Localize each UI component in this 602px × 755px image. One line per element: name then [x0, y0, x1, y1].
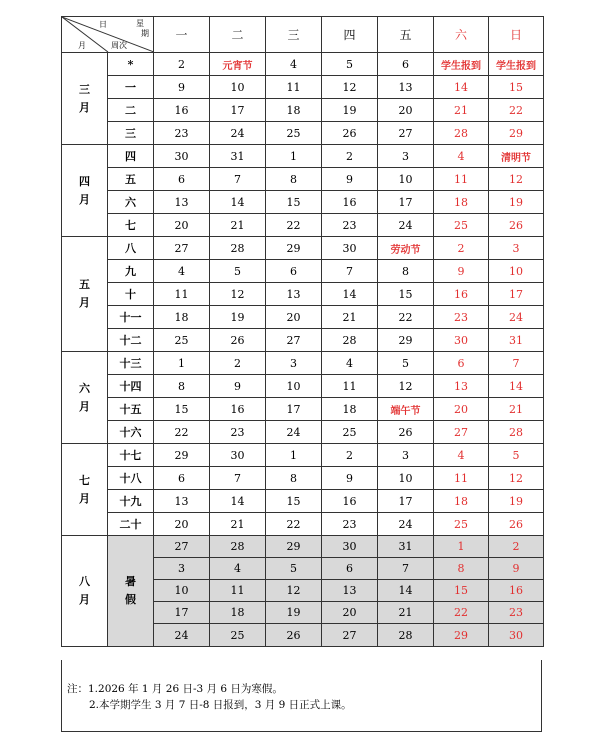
- date-cell: 15: [489, 76, 544, 99]
- date-cell: 16: [154, 99, 210, 122]
- week-number: 十三: [108, 352, 154, 375]
- date-cell: 27: [266, 329, 322, 352]
- date-cell: 1: [154, 352, 210, 375]
- date-cell: 4: [266, 53, 322, 76]
- day-header: 二: [210, 17, 266, 53]
- date-cell: 4: [434, 444, 489, 467]
- date-cell: 2: [154, 53, 210, 76]
- date-cell: 5: [210, 260, 266, 283]
- week-row: [62, 76, 544, 99]
- week-row: [62, 398, 544, 421]
- date-cell: 6: [322, 558, 378, 580]
- date-cell: 23: [154, 122, 210, 145]
- date-cell: 13: [154, 191, 210, 214]
- week-number: 四: [108, 145, 154, 168]
- week-number: 十四: [108, 375, 154, 398]
- week-number: 一: [108, 76, 154, 99]
- date-cell: 10: [266, 375, 322, 398]
- header-row: [62, 17, 544, 53]
- week-number: 七: [108, 214, 154, 237]
- date-cell: 21: [210, 214, 266, 237]
- date-cell: 11: [434, 467, 489, 490]
- date-cell: 27: [154, 536, 210, 558]
- date-cell: 18: [434, 191, 489, 214]
- date-cell: 6: [378, 53, 434, 76]
- date-cell: 2: [322, 145, 378, 168]
- week-number: 十一: [108, 306, 154, 329]
- date-cell: 5: [489, 444, 544, 467]
- date-cell: 24: [489, 306, 544, 329]
- date-cell: 14: [378, 580, 434, 602]
- date-cell: 4: [210, 558, 266, 580]
- date-cell: 9: [210, 375, 266, 398]
- date-cell: 12: [489, 467, 544, 490]
- week-number: 八: [108, 237, 154, 260]
- week-row: [62, 306, 544, 329]
- corner-day-label: 日: [99, 20, 107, 29]
- date-cell: 14: [489, 375, 544, 398]
- date-cell: 25: [434, 214, 489, 237]
- date-cell: 25: [434, 513, 489, 536]
- date-cell: 21: [378, 602, 434, 624]
- date-cell: 10: [210, 76, 266, 99]
- date-cell: 19: [489, 191, 544, 214]
- note-line-1: 注：1.2026 年 1 月 26 日-3 月 6 日为寒假。: [67, 683, 283, 695]
- date-cell: 21: [434, 99, 489, 122]
- date-cell: 31: [210, 145, 266, 168]
- date-cell: 31: [378, 536, 434, 558]
- vacation-label: 暑 假: [108, 536, 154, 647]
- date-cell: 7: [378, 558, 434, 580]
- date-cell: 22: [489, 99, 544, 122]
- date-cell: 18: [322, 398, 378, 421]
- week-number: 五: [108, 168, 154, 191]
- holiday-cell: 端午节: [378, 398, 434, 421]
- date-cell: 30: [154, 145, 210, 168]
- date-cell: 23: [210, 421, 266, 444]
- week-row: [62, 260, 544, 283]
- date-cell: 9: [434, 260, 489, 283]
- month-label: 五 月: [62, 237, 108, 352]
- week-number: 十二: [108, 329, 154, 352]
- date-cell: 21: [322, 306, 378, 329]
- day-header: 四: [322, 17, 378, 53]
- date-cell: 10: [489, 260, 544, 283]
- date-cell: 28: [210, 237, 266, 260]
- week-row: [62, 122, 544, 145]
- date-cell: 13: [322, 580, 378, 602]
- date-cell: 26: [489, 513, 544, 536]
- week-row: [62, 145, 544, 168]
- date-cell: 28: [489, 421, 544, 444]
- date-cell: 9: [489, 558, 544, 580]
- date-cell: 24: [378, 214, 434, 237]
- date-cell: 30: [210, 444, 266, 467]
- date-cell: 8: [266, 467, 322, 490]
- date-cell: 16: [434, 283, 489, 306]
- date-cell: 14: [322, 283, 378, 306]
- date-cell: 25: [266, 122, 322, 145]
- date-cell: 18: [210, 602, 266, 624]
- date-cell: 29: [378, 329, 434, 352]
- day-header: 一: [154, 17, 210, 53]
- week-row: [62, 283, 544, 306]
- week-row: [62, 375, 544, 398]
- date-cell: 11: [322, 375, 378, 398]
- corner-week-label-2: 期: [141, 29, 149, 38]
- date-cell: 19: [489, 490, 544, 513]
- notes-box: [61, 660, 542, 732]
- week-number: 九: [108, 260, 154, 283]
- date-cell: 7: [322, 260, 378, 283]
- corner-week-label-1: 星: [136, 19, 144, 28]
- week-number: 十八: [108, 467, 154, 490]
- week-row: [62, 513, 544, 536]
- date-cell: 26: [322, 122, 378, 145]
- date-cell: 27: [378, 122, 434, 145]
- week-number: 六: [108, 191, 154, 214]
- date-cell: 26: [489, 214, 544, 237]
- date-cell: 9: [322, 467, 378, 490]
- date-cell: 6: [434, 352, 489, 375]
- week-row: [62, 421, 544, 444]
- month-label: 三 月: [62, 53, 108, 145]
- date-cell: 3: [154, 558, 210, 580]
- date-cell: 28: [322, 329, 378, 352]
- date-cell: 22: [266, 513, 322, 536]
- holiday-cell: 劳动节: [378, 237, 434, 260]
- corner-weekno-label: 周次: [111, 41, 127, 50]
- date-cell: 3: [378, 145, 434, 168]
- date-cell: 11: [154, 283, 210, 306]
- week-row: [62, 168, 544, 191]
- week-number: 十五: [108, 398, 154, 421]
- date-cell: 11: [266, 76, 322, 99]
- day-header: 六: [434, 17, 489, 53]
- holiday-cell: 元宵节: [210, 53, 266, 76]
- date-cell: 23: [322, 214, 378, 237]
- date-cell: 25: [154, 329, 210, 352]
- date-cell: 7: [489, 352, 544, 375]
- date-cell: 30: [322, 237, 378, 260]
- date-cell: 11: [210, 580, 266, 602]
- date-cell: 5: [378, 352, 434, 375]
- date-cell: 13: [378, 76, 434, 99]
- month-label: 六 月: [62, 352, 108, 444]
- date-cell: 12: [378, 375, 434, 398]
- date-cell: 20: [322, 602, 378, 624]
- week-number: 二十: [108, 513, 154, 536]
- date-cell: 17: [154, 602, 210, 624]
- week-number: 十: [108, 283, 154, 306]
- date-cell: 15: [154, 398, 210, 421]
- date-cell: 20: [434, 398, 489, 421]
- week-row: [62, 214, 544, 237]
- date-cell: 12: [322, 76, 378, 99]
- date-cell: 15: [266, 191, 322, 214]
- month-label: 四 月: [62, 145, 108, 237]
- date-cell: 13: [266, 283, 322, 306]
- date-cell: 29: [154, 444, 210, 467]
- date-cell: 24: [154, 624, 210, 647]
- corner-header: [62, 17, 154, 53]
- date-cell: 21: [489, 398, 544, 421]
- date-cell: 10: [378, 168, 434, 191]
- date-cell: 7: [210, 168, 266, 191]
- date-cell: 27: [322, 624, 378, 647]
- week-number: 三: [108, 122, 154, 145]
- date-cell: 25: [322, 421, 378, 444]
- date-cell: 12: [266, 580, 322, 602]
- date-cell: 29: [489, 122, 544, 145]
- week-row: [62, 490, 544, 513]
- date-cell: 14: [210, 191, 266, 214]
- date-cell: 18: [154, 306, 210, 329]
- date-cell: 16: [489, 580, 544, 602]
- week-row: [62, 53, 544, 76]
- week-row: [62, 536, 544, 558]
- date-cell: 26: [266, 624, 322, 647]
- date-cell: 22: [154, 421, 210, 444]
- date-cell: 20: [378, 99, 434, 122]
- date-cell: 1: [266, 145, 322, 168]
- note-line-2: 2.本学期学生 3 月 7 日-8 日报到，3 月 9 日正式上课。: [89, 699, 352, 711]
- date-cell: 4: [434, 145, 489, 168]
- holiday-cell: 学生报到: [434, 53, 489, 76]
- date-cell: 31: [489, 329, 544, 352]
- date-cell: 19: [210, 306, 266, 329]
- date-cell: 5: [322, 53, 378, 76]
- date-cell: 6: [266, 260, 322, 283]
- date-cell: 28: [210, 536, 266, 558]
- week-row: [62, 191, 544, 214]
- date-cell: 2: [489, 536, 544, 558]
- date-cell: 21: [210, 513, 266, 536]
- date-cell: 24: [378, 513, 434, 536]
- date-cell: 28: [378, 624, 434, 647]
- week-row: [62, 444, 544, 467]
- date-cell: 22: [266, 214, 322, 237]
- date-cell: 9: [154, 76, 210, 99]
- date-cell: 15: [266, 490, 322, 513]
- date-cell: 1: [434, 536, 489, 558]
- day-header: 三: [266, 17, 322, 53]
- date-cell: 8: [266, 168, 322, 191]
- date-cell: 23: [489, 602, 544, 624]
- date-cell: 30: [322, 536, 378, 558]
- date-cell: 13: [434, 375, 489, 398]
- date-cell: 3: [378, 444, 434, 467]
- date-cell: 23: [322, 513, 378, 536]
- date-cell: 4: [322, 352, 378, 375]
- date-cell: 14: [210, 490, 266, 513]
- date-cell: 28: [434, 122, 489, 145]
- week-number: 二: [108, 99, 154, 122]
- date-cell: 7: [210, 467, 266, 490]
- date-cell: 27: [154, 237, 210, 260]
- date-cell: 19: [266, 602, 322, 624]
- date-cell: 14: [434, 76, 489, 99]
- week-number: 十七: [108, 444, 154, 467]
- date-cell: 11: [434, 168, 489, 191]
- holiday-cell: 清明节: [489, 145, 544, 168]
- date-cell: 20: [266, 306, 322, 329]
- date-cell: 18: [266, 99, 322, 122]
- date-cell: 13: [154, 490, 210, 513]
- date-cell: 30: [434, 329, 489, 352]
- date-cell: 24: [266, 421, 322, 444]
- day-header: 日: [489, 17, 544, 53]
- date-cell: 24: [210, 122, 266, 145]
- date-cell: 4: [154, 260, 210, 283]
- month-label: 八 月: [62, 536, 108, 647]
- holiday-cell: 学生报到: [489, 53, 544, 76]
- date-cell: 27: [434, 421, 489, 444]
- date-cell: 16: [210, 398, 266, 421]
- date-cell: 17: [378, 490, 434, 513]
- date-cell: 6: [154, 168, 210, 191]
- week-row: [62, 467, 544, 490]
- date-cell: 8: [154, 375, 210, 398]
- date-cell: 15: [434, 580, 489, 602]
- date-cell: 8: [434, 558, 489, 580]
- date-cell: 25: [210, 624, 266, 647]
- corner-month-label: 月: [78, 41, 86, 50]
- date-cell: 2: [434, 237, 489, 260]
- date-cell: 29: [434, 624, 489, 647]
- date-cell: 8: [378, 260, 434, 283]
- date-cell: 12: [210, 283, 266, 306]
- date-cell: 20: [154, 513, 210, 536]
- date-cell: 9: [322, 168, 378, 191]
- date-cell: 22: [434, 602, 489, 624]
- date-cell: 22: [378, 306, 434, 329]
- date-cell: 26: [378, 421, 434, 444]
- week-row: [62, 329, 544, 352]
- week-row: [62, 99, 544, 122]
- date-cell: 1: [266, 444, 322, 467]
- date-cell: 5: [266, 558, 322, 580]
- school-calendar-table: [61, 16, 544, 647]
- week-number: 十九: [108, 490, 154, 513]
- date-cell: 6: [154, 467, 210, 490]
- day-header: 五: [378, 17, 434, 53]
- date-cell: 3: [489, 237, 544, 260]
- date-cell: 30: [489, 624, 544, 647]
- date-cell: 19: [322, 99, 378, 122]
- date-cell: 10: [378, 467, 434, 490]
- week-number: 十六: [108, 421, 154, 444]
- date-cell: 10: [154, 580, 210, 602]
- date-cell: 15: [378, 283, 434, 306]
- date-cell: 20: [154, 214, 210, 237]
- date-cell: 18: [434, 490, 489, 513]
- month-label: 七 月: [62, 444, 108, 536]
- date-cell: 17: [378, 191, 434, 214]
- date-cell: 29: [266, 536, 322, 558]
- date-cell: 17: [210, 99, 266, 122]
- date-cell: 26: [210, 329, 266, 352]
- date-cell: 16: [322, 191, 378, 214]
- date-cell: 17: [489, 283, 544, 306]
- date-cell: 2: [210, 352, 266, 375]
- date-cell: 17: [266, 398, 322, 421]
- date-cell: 29: [266, 237, 322, 260]
- week-row: [62, 352, 544, 375]
- date-cell: 12: [489, 168, 544, 191]
- week-row: [62, 237, 544, 260]
- date-cell: 2: [322, 444, 378, 467]
- date-cell: 3: [266, 352, 322, 375]
- date-cell: 23: [434, 306, 489, 329]
- date-cell: 16: [322, 490, 378, 513]
- week-number: *: [108, 53, 154, 76]
